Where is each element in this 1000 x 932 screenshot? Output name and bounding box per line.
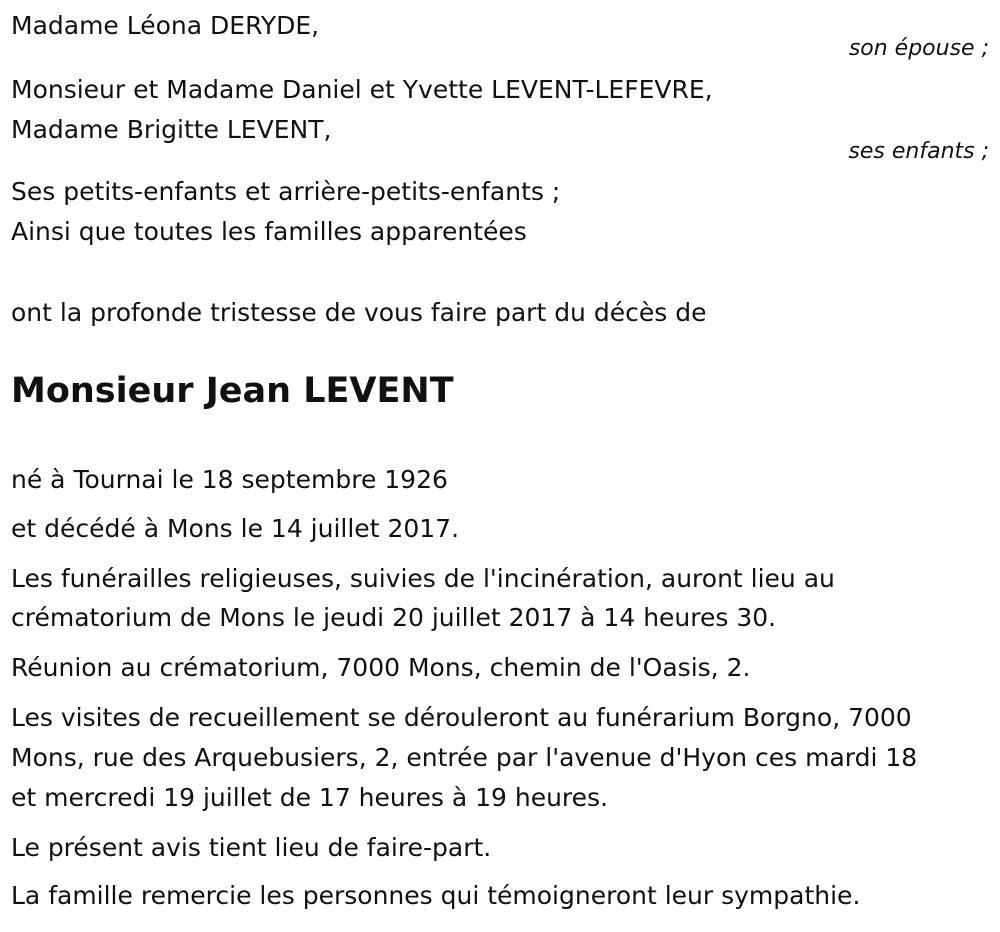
spouse-relation: son épouse ; xyxy=(848,36,989,61)
funeral-line-1: Les funérailles religieuses, suivies de l'incinération, auront lieu au xyxy=(11,564,835,593)
deceased-name: Monsieur Jean LEVENT xyxy=(11,371,454,411)
visits-line-2: Mons, rue des Arquebusiers, 2, entrée par l'avenue d'Hyon ces mardi 18 xyxy=(11,743,918,772)
notice-line: Le présent avis tient lieu de faire-part. xyxy=(11,833,492,862)
thanks-line: La famille remercie les personnes qui témoigneront leur sympathie. xyxy=(11,881,861,910)
visits-line-1: Les visites de recueillement se dérouleront au funérarium Borgno, 7000 xyxy=(11,703,912,732)
relatives-line: Ainsi que toutes les familles apparentées xyxy=(11,217,527,246)
birth-line: né à Tournai le 18 septembre 1926 xyxy=(11,465,448,494)
announcement-text: ont la profonde tristesse de vous faire part du décès de xyxy=(11,298,707,327)
spouse-name: Madame Léona DERYDE, xyxy=(11,11,320,40)
meeting-line: Réunion au crématorium, 7000 Mons, chemin de l'Oasis, 2. xyxy=(11,653,751,682)
child-name-2: Madame Brigitte LEVENT, xyxy=(11,115,332,144)
visits-line-3: et mercredi 19 juillet de 17 heures à 19 heures. xyxy=(11,783,609,812)
death-line: et décédé à Mons le 14 juillet 2017. xyxy=(11,514,460,543)
child-name-1: Monsieur et Madame Daniel et Yvette LEVENT-LEFEVRE, xyxy=(11,75,713,104)
children-relation: ses enfants ; xyxy=(848,139,989,164)
funeral-line-2: crématorium de Mons le jeudi 20 juillet 2017 à 14 heures 30. xyxy=(11,603,777,632)
grandchildren-line: Ses petits-enfants et arrière-petits-enfants ; xyxy=(11,177,561,206)
